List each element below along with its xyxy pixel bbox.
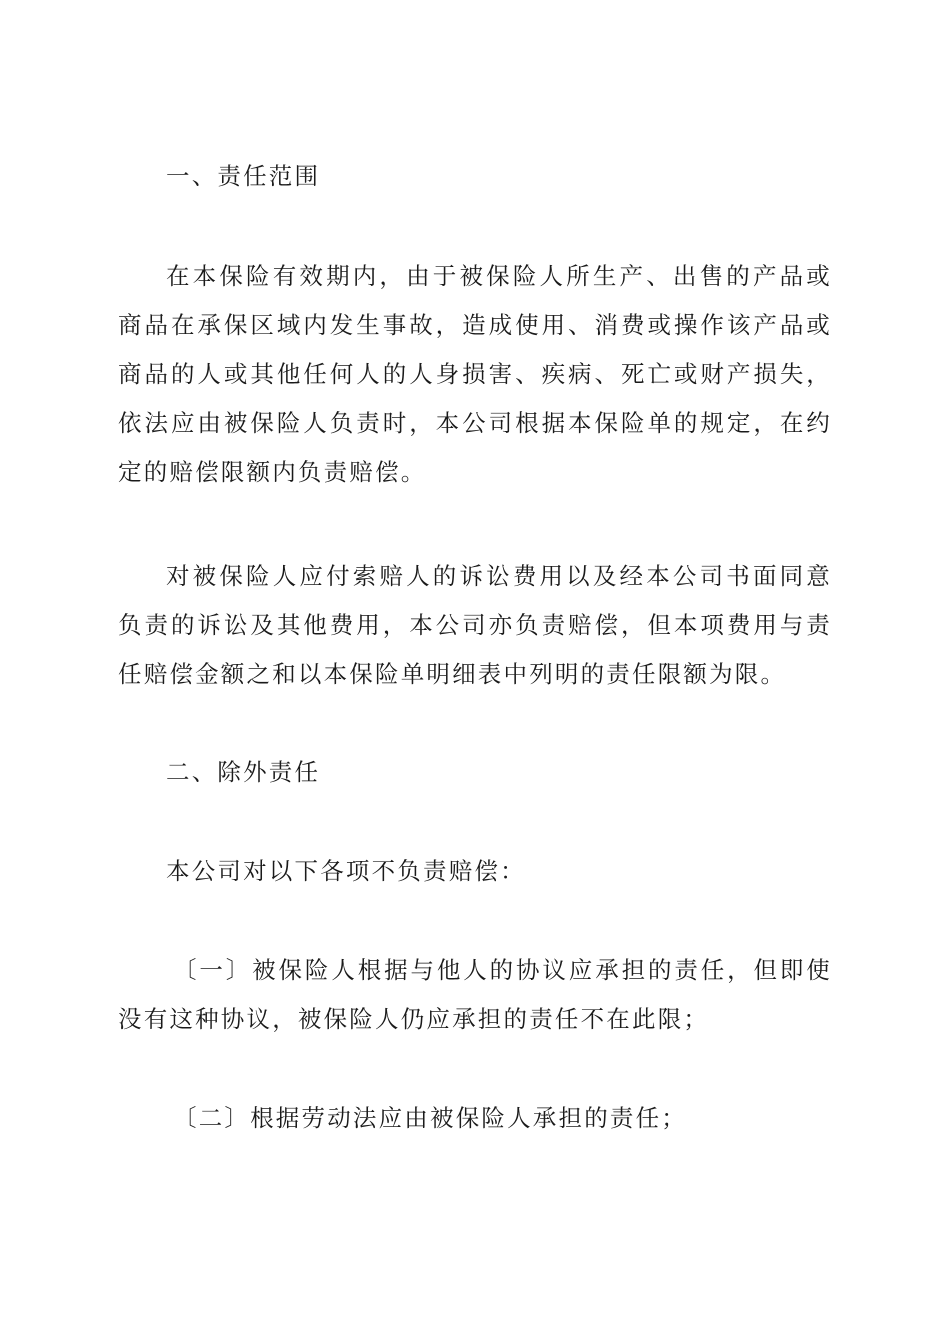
paragraph-coverage: 在本保险有效期内，由于被保险人所生产、出售的产品或商品在承保区域内发生事故，造成使用、消费或操作该产品或商品的人或其他任何人的人身损害、疾病、死亡或财产损失，依法应由被保险人负责时，本公司根据本保险单的规定，在约定的赔偿限额内负责赔偿。 xyxy=(118,262,832,486)
exclusion-item-1: 〔一〕被保险人根据与他人的协议应承担的责任，但即使没有这种协议，被保险人仍应承担的责任不在此限； xyxy=(118,956,832,1033)
section-heading-exclusions: 二、除外责任 xyxy=(166,758,321,786)
paragraph-litigation-costs: 对被保险人应付索赔人的诉讼费用以及经本公司书面同意负责的诉讼及其他费用，本公司亦负责赔偿，但本项费用与责任赔偿金额之和以本保险单明细表中列明的责任限额为限。 xyxy=(118,562,832,688)
exclusion-item-2: 〔二〕根据劳动法应由被保险人承担的责任； xyxy=(173,1104,687,1132)
paragraph-exclusions-intro: 本公司对以下各项不负责赔偿： xyxy=(166,857,526,885)
section-heading-liability-scope: 一、责任范围 xyxy=(166,162,321,190)
